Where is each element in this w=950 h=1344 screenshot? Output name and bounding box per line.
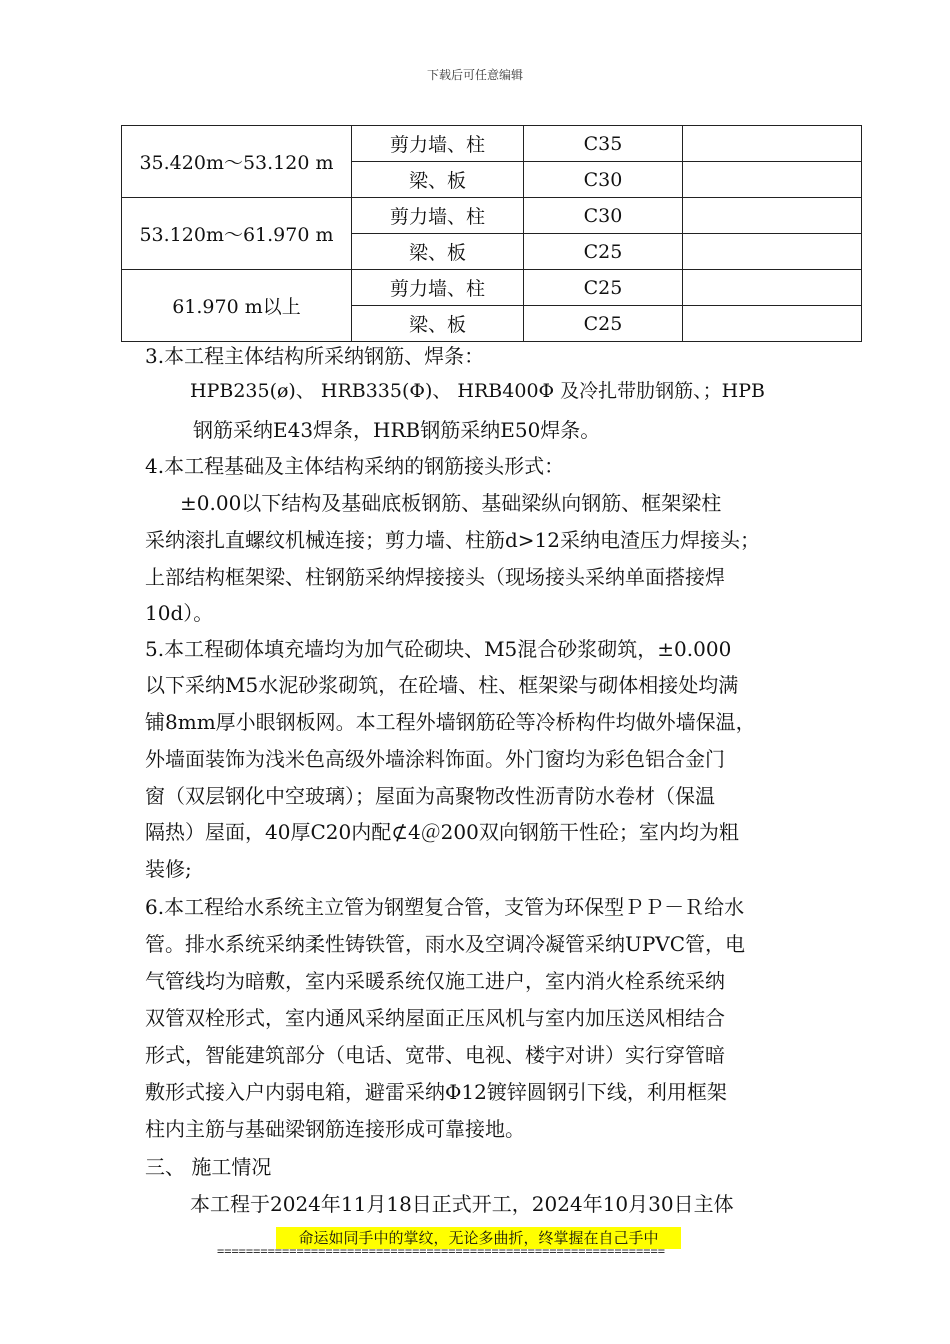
paragraph-line: 5.本工程砌体填充墙均为加气砼砌块、M5混合砂浆砌筑，±0.000 bbox=[145, 637, 732, 661]
concrete-grade-table bbox=[121, 125, 862, 342]
table-row bbox=[122, 126, 862, 162]
paragraph-line: 铺8mm厚小眼钢板网。本工程外墙钢筋砼等冷桥构件均做外墙保温， bbox=[145, 710, 756, 734]
table-row bbox=[122, 270, 862, 306]
table-row bbox=[122, 198, 862, 234]
paragraph-line: 3.本工程主体结构所采纳钢筋、焊条： bbox=[145, 344, 485, 368]
paragraph-line: 敷形式接入户内弱电箱，避雷采纳Φ12镀锌圆钢引下线，利用框架 bbox=[145, 1080, 727, 1104]
member-cell: 梁、板 bbox=[352, 162, 524, 198]
grade-cell: C25 bbox=[524, 234, 683, 270]
paragraph-line: 窗（双层钢化中空玻璃）；屋面为高聚物改性沥青防水卷材（保温 bbox=[145, 784, 715, 808]
grade-cell: C25 bbox=[524, 306, 683, 342]
grade-cell: C30 bbox=[524, 162, 683, 198]
paragraph-line: HPB235(ø)、 HRB335(Φ)、 HRB400Φ 及冷扎带肋钢筋、；HPB bbox=[190, 380, 765, 402]
paragraph-line: 采纳滚扎直螺纹机械连接；剪力墙、柱筋d>12采纳电渣压力焊接头； bbox=[145, 528, 761, 552]
paragraph-line: ±0.00以下结构及基础底板钢筋、基础梁纵向钢筋、框架梁柱 bbox=[180, 491, 722, 515]
paragraph-line: 外墙面装饰为浅米色高级外墙涂料饰面。外门窗均为彩色铝合金门 bbox=[145, 747, 725, 771]
paragraph-line: 上部结构框架梁、柱钢筋采纳焊接接头（现场接头采纳单面搭接焊 bbox=[145, 565, 725, 589]
member-cell: 梁、板 bbox=[352, 234, 524, 270]
footer-divider: ============================================================== bbox=[217, 1244, 665, 1258]
paragraph-line: 本工程于2024年11月18日正式开工，2024年10月30日主体 bbox=[190, 1192, 734, 1216]
empty-cell bbox=[683, 162, 862, 198]
member-cell: 剪力墙、柱 bbox=[352, 198, 524, 234]
paragraph-line: 形式，智能建筑部分（电话、宽带、电视、楼宇对讲）实行穿管暗 bbox=[145, 1043, 725, 1067]
member-cell: 剪力墙、柱 bbox=[352, 126, 524, 162]
page-header: 下载后可任意编辑 bbox=[426, 68, 523, 82]
elevation-range-cell: 35.420m～53.120 m bbox=[122, 126, 352, 198]
paragraph-line: 以下采纳M5水泥砂浆砌筑，在砼墙、柱、框架梁与砌体相接处均满 bbox=[145, 673, 739, 697]
empty-cell bbox=[683, 126, 862, 162]
paragraph-line: 4.本工程基础及主体结构采纳的钢筋接头形式： bbox=[145, 454, 565, 478]
paragraph-line: 10d）。 bbox=[145, 601, 214, 625]
paragraph-line: 双管双栓形式，室内通风采纳屋面正压风机与室内加压送风相结合 bbox=[145, 1006, 725, 1030]
member-cell: 剪力墙、柱 bbox=[352, 270, 524, 306]
grade-cell: C35 bbox=[524, 126, 683, 162]
empty-cell bbox=[683, 198, 862, 234]
elevation-range-cell: 53.120m～61.970 m bbox=[122, 198, 352, 270]
empty-cell bbox=[683, 234, 862, 270]
grade-cell: C25 bbox=[524, 270, 683, 306]
paragraph-line: 气管线均为暗敷，室内采暖系统仅施工进户，室内消火栓系统采纳 bbox=[145, 969, 725, 993]
elevation-range-cell: 61.970 m以上 bbox=[122, 270, 352, 342]
empty-cell bbox=[683, 270, 862, 306]
member-cell: 梁、板 bbox=[352, 306, 524, 342]
paragraph-line: 钢筋采纳E43焊条，HRB钢筋采纳E50焊条。 bbox=[193, 418, 601, 442]
paragraph-line: 6.本工程给水系统主立管为钢塑复合管，支管为环保型ＰＰ－Ｒ给水 bbox=[145, 895, 745, 919]
section-heading: 三、 施工情况 bbox=[145, 1155, 272, 1179]
grade-cell: C30 bbox=[524, 198, 683, 234]
motto-banner: 命运如同手中的掌纹，无论多曲折，终掌握在自己手中 bbox=[276, 1227, 681, 1249]
paragraph-line: 隔热）屋面，40厚C20内配⊄4＠200双向钢筋干性砼；室内均为粗 bbox=[145, 820, 739, 844]
paragraph-line: 柱内主筋与基础梁钢筋连接形成可靠接地。 bbox=[145, 1117, 525, 1141]
paragraph-line: 装修; bbox=[145, 857, 192, 881]
paragraph-line: 管。排水系统采纳柔性铸铁管，雨水及空调冷凝管采纳UPVC管，电 bbox=[145, 932, 746, 956]
empty-cell bbox=[683, 306, 862, 342]
